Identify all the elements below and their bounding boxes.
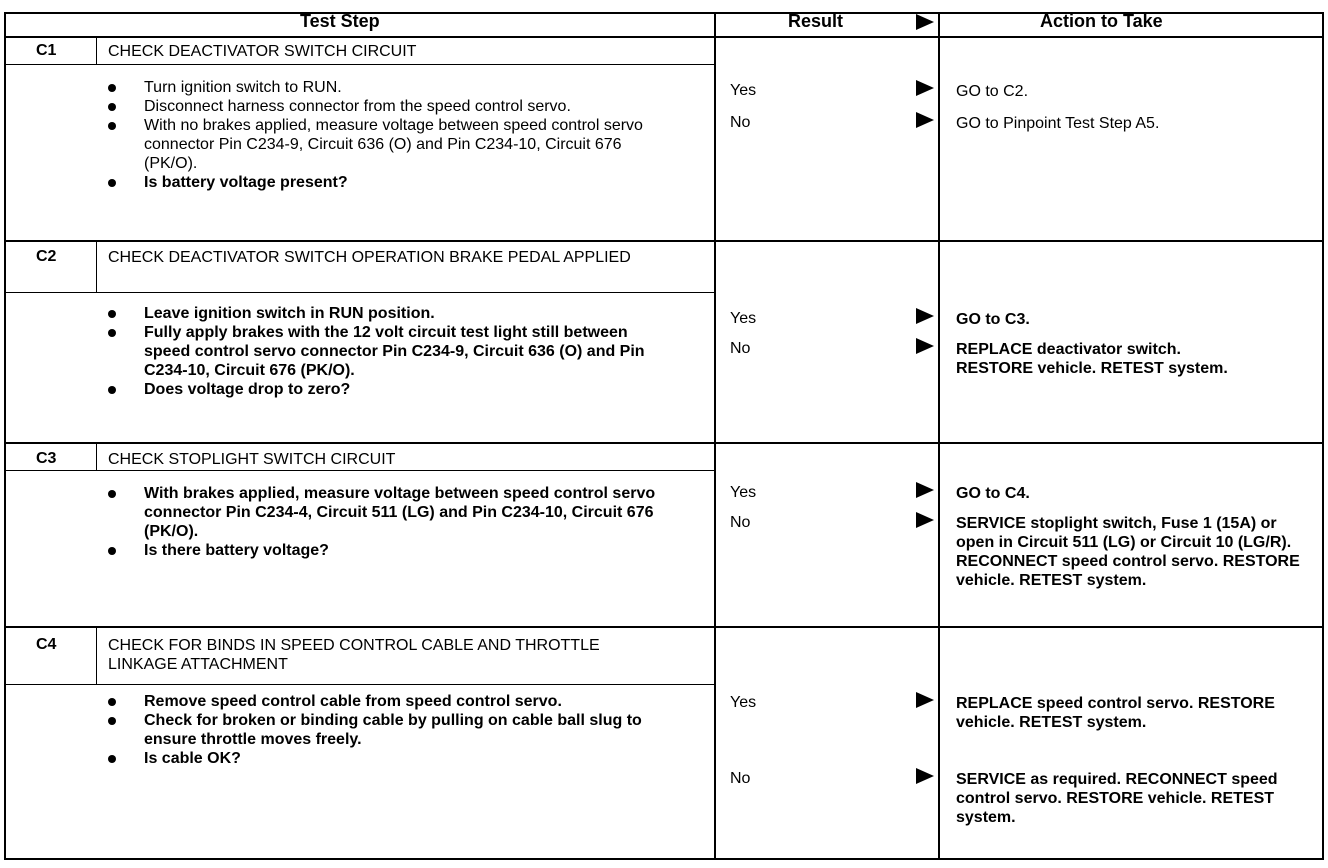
table-left-border bbox=[4, 12, 6, 860]
arrow-icon bbox=[916, 112, 934, 128]
step-bullet-text: Turn ignition switch to RUN. bbox=[144, 79, 342, 96]
step-id-divider-c3 bbox=[96, 444, 97, 470]
header-action: Action to Take bbox=[1040, 11, 1163, 31]
step-title-c3: CHECK STOPLIGHT SWITCH CIRCUIT bbox=[108, 451, 396, 468]
step-id-c1: C1 bbox=[36, 42, 57, 59]
step-bullet bbox=[100, 78, 660, 97]
step-bullet-text: Leave ignition switch in RUN position. bbox=[144, 305, 435, 322]
step-bullet bbox=[100, 749, 660, 768]
step-bullet-text: Is there battery voltage? bbox=[144, 542, 329, 559]
step-id-c4: C4 bbox=[36, 636, 57, 653]
bullet-icon bbox=[108, 547, 116, 555]
bullet-icon bbox=[108, 755, 116, 763]
step-bullets-c3 bbox=[100, 484, 660, 560]
result-label-c4-yes: Yes bbox=[730, 694, 757, 711]
step-id-divider-c1 bbox=[96, 38, 97, 64]
bullet-icon bbox=[108, 717, 116, 725]
bullet-icon bbox=[108, 698, 116, 706]
step-title-c1: CHECK DEACTIVATOR SWITCH CIRCUIT bbox=[108, 43, 417, 60]
step-id-c2: C2 bbox=[36, 248, 57, 265]
bullet-icon bbox=[108, 310, 116, 318]
step-bullets-c4 bbox=[100, 692, 660, 768]
table-bottom-border bbox=[4, 858, 1324, 860]
step-id-c3: C3 bbox=[36, 450, 57, 467]
row-separator-c1 bbox=[4, 240, 1324, 242]
step-bullets-c2 bbox=[100, 304, 660, 399]
result-label-c2-no: No bbox=[730, 340, 751, 357]
arrow-icon bbox=[916, 338, 934, 354]
arrow-icon bbox=[916, 308, 934, 324]
step-title-c4: CHECK FOR BINDS IN SPEED CONTROL CABLE AND THROTTLE LINKAGE ATTACHMENT bbox=[108, 637, 600, 673]
header-bottom-border bbox=[4, 36, 1324, 38]
step-bullet-text: With brakes applied, measure voltage between speed control servo connector Pin C234-4, Circuit 511 (LG) and Pin C234-10, Circuit 676 (PK/O). bbox=[144, 485, 656, 540]
step-title-underline-c3 bbox=[4, 470, 714, 471]
bullet-icon bbox=[108, 179, 116, 187]
step-bullet-text: Is cable OK? bbox=[144, 750, 241, 767]
action-c1-no: GO to Pinpoint Test Step A5. bbox=[956, 115, 1160, 132]
step-bullet bbox=[100, 97, 660, 116]
action-c3-yes: GO to C4. bbox=[956, 485, 1030, 502]
step-bullet bbox=[100, 692, 660, 711]
action-c3-no: SERVICE stoplight switch, Fuse 1 (15A) or open in Circuit 511 (LG) or Circuit 10 (LG/R). RECONNECT speed control servo. RESTORE vehicle. RETEST system. bbox=[956, 515, 1300, 589]
row-separator-c3 bbox=[4, 626, 1324, 628]
step-bullet-text: With no brakes applied, measure voltage between speed control servo connector Pin C234-9, Circuit 636 (O) and Pin C234-10, Circuit 676 (PK/O). bbox=[144, 117, 643, 172]
step-bullet bbox=[100, 380, 660, 399]
action-c2-no: REPLACE deactivator switch. RESTORE vehicle. RETEST system. bbox=[956, 341, 1228, 377]
result-label-c4-no: No bbox=[730, 770, 751, 787]
step-bullet bbox=[100, 541, 660, 560]
result-label-c3-yes: Yes bbox=[730, 484, 757, 501]
row-separator-c2 bbox=[4, 442, 1324, 444]
table-right-border bbox=[1322, 12, 1324, 860]
step-bullet bbox=[100, 116, 660, 173]
step-bullet-text: Is battery voltage present? bbox=[144, 174, 348, 191]
action-c4-yes: REPLACE speed control servo. RESTORE vehicle. RETEST system. bbox=[956, 695, 1275, 731]
step-id-divider-c2 bbox=[96, 242, 97, 292]
step-bullet-text: Fully apply brakes with the 12 volt circuit test light still between speed control servo connector Pin C234-9, Circuit 636 (O) and Pin C234-10, Circuit 676 (PK/O). bbox=[144, 324, 645, 379]
result-label-c1-yes: Yes bbox=[730, 82, 757, 99]
step-bullet-text: Check for broken or binding cable by pulling on cable ball slug to ensure throttle moves freely. bbox=[144, 712, 642, 748]
header-test-step: Test Step bbox=[300, 11, 380, 31]
arrow-icon bbox=[916, 692, 934, 708]
arrow-icon bbox=[916, 80, 934, 96]
step-title-underline-c4 bbox=[4, 684, 714, 685]
step-title-underline-c2 bbox=[4, 292, 714, 293]
action-c2-yes: GO to C3. bbox=[956, 311, 1030, 328]
result-label-c2-yes: Yes bbox=[730, 310, 757, 327]
step-bullet bbox=[100, 304, 660, 323]
step-bullet bbox=[100, 484, 660, 541]
step-id-divider-c4 bbox=[96, 628, 97, 684]
column-divider-action bbox=[938, 12, 940, 860]
header-arrow-icon bbox=[916, 14, 934, 30]
result-label-c1-no: No bbox=[730, 114, 751, 131]
step-bullets-c1 bbox=[100, 78, 660, 192]
result-label-c3-no: No bbox=[730, 514, 751, 531]
step-title-underline-c1 bbox=[4, 64, 714, 65]
bullet-icon bbox=[108, 84, 116, 92]
bullet-icon bbox=[108, 329, 116, 337]
action-c1-yes: GO to C2. bbox=[956, 83, 1029, 100]
step-bullet bbox=[100, 323, 660, 380]
column-divider-result bbox=[714, 12, 716, 860]
step-bullet-text: Disconnect harness connector from the speed control servo. bbox=[144, 98, 571, 115]
arrow-icon bbox=[916, 768, 934, 784]
step-title-c2: CHECK DEACTIVATOR SWITCH OPERATION BRAKE PEDAL APPLIED bbox=[108, 249, 631, 266]
arrow-icon bbox=[916, 482, 934, 498]
step-bullet bbox=[100, 711, 660, 749]
bullet-icon bbox=[108, 490, 116, 498]
header-result: Result bbox=[788, 11, 844, 31]
step-bullet bbox=[100, 173, 660, 192]
action-c4-no: SERVICE as required. RECONNECT speed control servo. RESTORE vehicle. RETEST system. bbox=[956, 771, 1278, 826]
bullet-icon bbox=[108, 386, 116, 394]
arrow-icon bbox=[916, 512, 934, 528]
step-bullet-text: Does voltage drop to zero? bbox=[144, 381, 351, 398]
step-bullet-text: Remove speed control cable from speed control servo. bbox=[144, 693, 562, 710]
bullet-icon bbox=[108, 122, 116, 130]
bullet-icon bbox=[108, 103, 116, 111]
